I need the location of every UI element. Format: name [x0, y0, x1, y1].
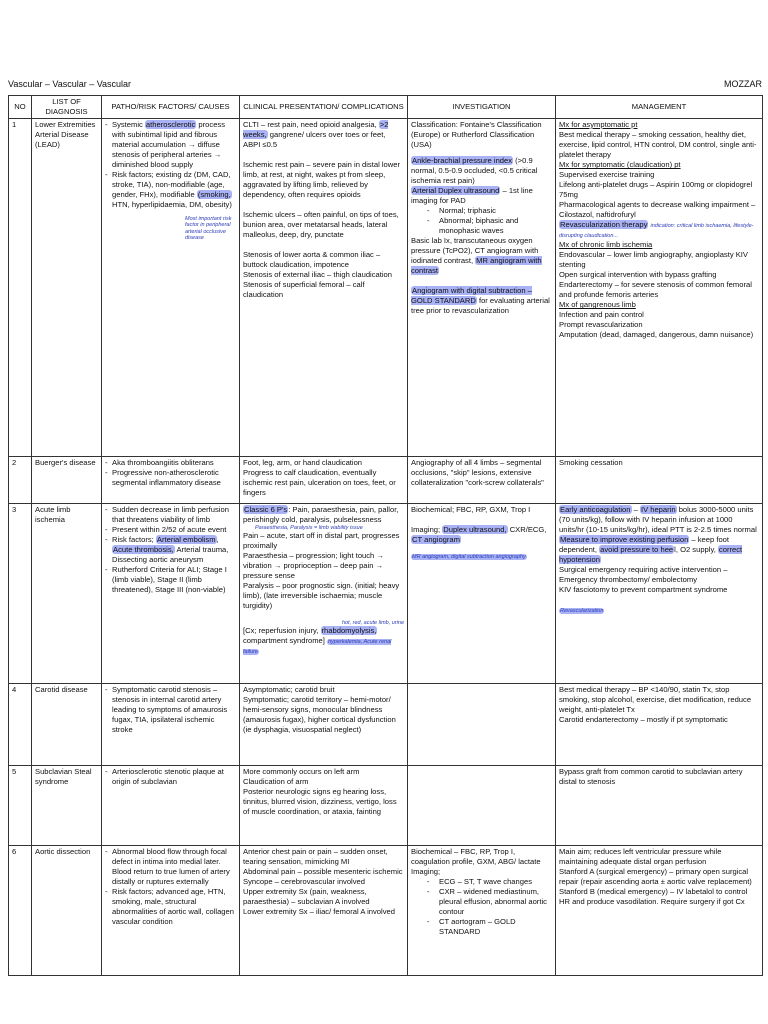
- highlight: MR angiogram, digital subtraction angiography: [412, 554, 526, 561]
- highlight: Acute thrombosis,: [113, 545, 174, 555]
- header-right: MOZZAR: [724, 79, 762, 89]
- highlight: CT angiogram: [412, 535, 460, 545]
- table-row: [9, 119, 763, 457]
- row-investigation: Biochemical – FBC, RP, Trop I, coagulation profile, GXM, ABG/ lactate Imaging; - ECG – ST, T wave changes - CXR – widened mediastinum, pleural effusion, abnormal aortic contour - CT aortogram – GOLD STANDARD: [408, 846, 556, 976]
- col-header-clinical: CLINICAL PRESENTATION/ COMPLICATIONS: [240, 96, 408, 119]
- row-investigation: Classification: Fontaine's Classification (Europe) or Rutherford Classification (USA) Ankle-brachial pressure index (>0.9 normal, 0.5-0.9 occluded, <0.5 critical ischemia rest pain) Arterial Duplex ultrasound – 1st line imaging for PAD - Normal; triphasic - Abnormal; biphasic and monophasic waves Basic lab Ix, transcutaneous oxygen pressure (TcPO2), CT angiogram with iodinated contrast, MR angiogram with contrast Angiogram with digital subtraction – GOLD STANDARD for evaluating arterial tree prior to revascularization: [408, 119, 556, 457]
- list-item: - Rutherford Criteria for ALI; Stage I (limb viable), Stage II (limb threatened), Stage III (non-viable): [105, 565, 236, 595]
- highlight: MR angiogram with contrast: [411, 256, 542, 276]
- page-header: [8, 79, 762, 95]
- handwritten-note: Paraesthesia, Paralysis = limb viability issue: [255, 525, 363, 532]
- list-item: - CXR – widened mediastinum, pleural effusion, abnormal aortic contour: [427, 887, 552, 917]
- list-item: - CT aortogram – GOLD STANDARD: [427, 917, 552, 937]
- highlight: IV heparin: [640, 505, 676, 515]
- row-diagnosis: Aortic dissection: [32, 846, 102, 976]
- table-row: [9, 684, 763, 766]
- highlight: avoid pressure to hee: [600, 545, 674, 555]
- row-diagnosis: Subclavian Steal syndrome: [32, 766, 102, 846]
- highlight: Arterial Duplex ultrasound: [412, 186, 500, 196]
- row-investigation: [408, 766, 556, 846]
- list-item: - Risk factors; Arterial embolism, Acute thrombosis, Arterial trauma, Dissecting aortic aneurysm: [105, 535, 236, 565]
- handwritten-note: Most important risk factor in peripheral arterial occlusive disease: [185, 216, 232, 242]
- row-patho: [102, 846, 240, 976]
- highlight: Revascularization therapy: [560, 220, 648, 230]
- row-clinical: CLTI – rest pain, need opioid analgesia, >2 weeks, gangrene/ ulcers over toes or feet, ABPI ≤0.5 Ischemic rest pain – severe pain in distal lower limb, at rest, at night, wakes pt from sleep, aggravated by lifting limb, relieved by dependency, often requires opioids Ischemic ulcers – often painful, on tips of toes, bunion area, over metatarsal heads, lateral malleolus, deep, dry, punctate Stenosis of lower aorta & common iliac – buttock claudication, impotence Stenosis of external iliac – thigh claudication Stenosis of superficial femoral – calf claudication: [240, 119, 408, 457]
- col-header-patho: PATHO/RISK FACTORS/ CAUSES: [102, 96, 240, 119]
- list-item: - Aka thromboangiitis obliterans: [105, 458, 236, 468]
- list-item: - Arteriosclerotic stenotic plaque at origin of subclavian: [105, 767, 236, 787]
- list-item: - Abnormal; biphasic and monophasic waves: [427, 216, 552, 236]
- row-clinical: Asymptomatic; carotid bruit Symptomatic; carotid territory – hemi-motor/ hemi-sensory signs, monocular blindness (amaurosis fugax), higher cortical dysfunction (ie dysphagia, visuospatial neglect): [240, 684, 408, 766]
- row-diagnosis: Lower Extremities Arterial Disease (LEAD): [32, 119, 102, 457]
- highlight: correct hypotension: [559, 545, 743, 565]
- list-item: - Symptomatic carotid stenosis – stenosis in internal carotid artery leading to symptoms of amaurosis fugax, TIA, ipsilateral ischemic stroke: [105, 685, 236, 735]
- row-investigation: [408, 684, 556, 766]
- handwritten-note: hot, red, acute limb, urine: [341, 619, 404, 626]
- list-item: - ECG – ST, T wave changes: [427, 877, 552, 887]
- row-patho: [102, 457, 240, 504]
- row-management: Mx for asymptomatic pt Best medical therapy – smoking cessation, healthy diet, exercise, lipid control, HTN control, DM control, single anti-platelet therapy Mx for symptomatic (claudication) pt Supervised exercise training Lifelong anti-platelet drugs – Aspirin 100mg or clopidogrel 75mg Pharmacological agents to decrease walking impairment – Cilostazol, naftidrofuryl Revascularization therapy indication: critical limb ischaemia, lifestyle-disrupting claudication... Mx of chronic limb ischemia Endovascular – lower limb angiography, angioplasty KIV stenting Open surgical intervention with bypass grafting Endarterectomy – for severe stenosis of common femoral and profunde femoris arteries Mx of gangrenous limb Infection and pain control Prompt revascularization Amputation (dead, damaged, dangerous, damn nuisance): [556, 119, 763, 457]
- row-no: 3: [9, 504, 32, 684]
- row-management: Main aim; reduces left ventricular pressure while maintaining adequate distal organ perfusion Stanford A (surgical emergency) – primary open surgical repair (repair ascending aorta ± aortic valve replacement) Stanford B (medical emergency) – IV labetalol to control HR and produce vasodilation. Require surgery if got Cx: [556, 846, 763, 976]
- row-management: Early anticoagulation – IV heparin bolus 3000-5000 units (70 units/kg), follow with IV heparin infusion at 1000 units/hr (10-15 units/kg/hr), ideal PTT is 2-2.5 times normal Measure to improve existing perfusion – keep foot dependent, avoid pressure to heel, O2 supply, correct hypotension Surgical emergency requiring active intervention – Emergency thrombectomy/ embolectomy KIV fasciotomy to prevent compartment syndrome Revascularization: [556, 504, 763, 684]
- highlight: Classic 6 P's: [244, 505, 288, 515]
- list-item: - Sudden decrease in limb perfusion that threatens viability of limb: [105, 505, 236, 525]
- highlight: Ankle-brachial pressure index: [412, 156, 513, 166]
- highlight: (smoking,: [197, 190, 231, 200]
- row-clinical: More commonly occurs on left arm Claudication of arm Posterior neurologic signs eg hearing loss, tinnitus, blurred vision, dizziness, vertigo, loss of muscle coordination, or ataxia, fainting: [240, 766, 408, 846]
- row-diagnosis: Carotid disease: [32, 684, 102, 766]
- row-no: 2: [9, 457, 32, 504]
- highlight: Duplex ultrasound,: [443, 525, 507, 535]
- list-item: - Risk factors; existing dz (DM, CAD, stroke, TIA), non-modifiable (age, gender, FHx), modifiable (smoking, HTN, hyperlipidaemia, DM, obesity): [105, 170, 236, 210]
- table-header-row: [9, 96, 763, 119]
- list-item: - Progressive non-atherosclerotic segmental inflammatory disease: [105, 468, 236, 488]
- highlight: hyperkalemia, Acute renal failure: [243, 638, 392, 655]
- row-clinical: Classic 6 P's: Pain, paraesthesia, pain, pallor, perishingly cold, paralysis, pulselessness Paraesthesia, Paralysis = limb viability issue Pain – acute, start off in distal part, progresses proximally Paraesthesia – progression; light touch → vibration → proprioception – deep pain → pressure sense Paralysis – poor prognostic sign. (initial; heavy limb), (late irreversible ischaemia; muscle turgidity) hot, red, acute limb, urine [Cx; reperfusion injury, rhabdomyolysis, compartment syndrome] hyperkalemia, Acute renal failure: [240, 504, 408, 684]
- row-investigation: Angiography of all 4 limbs – segmental occlusions, "skip" lesions, extensive collateralization "cork-screw collaterals": [408, 457, 556, 504]
- handwritten-note: indication: critical limb ischaemia, lifestyle-disrupting claudication...: [559, 223, 754, 240]
- row-no: 5: [9, 766, 32, 846]
- col-header-management: MANAGEMENT: [556, 96, 763, 119]
- row-diagnosis: Buerger's disease: [32, 457, 102, 504]
- row-no: 4: [9, 684, 32, 766]
- row-patho: [102, 119, 240, 457]
- header-left: Vascular – Vascular – Vascular: [8, 79, 132, 89]
- table-row: [9, 504, 763, 684]
- highlight: Angiogram with digital subtraction – GOLD STANDARD: [411, 286, 532, 306]
- highlight: Revascularization: [560, 608, 604, 615]
- list-item: - Abnormal blood flow through focal defect in intima into medial later. Blood return to true lumen of artery distally or ruptures externally: [105, 847, 236, 887]
- row-management: Bypass graft from common carotid to subclavian artery distal to stenosis: [556, 766, 763, 846]
- list-item: - Normal; triphasic: [427, 206, 552, 216]
- list-item: - Risk factors; advanced age, HTN, smoking, male, structural abnormalities of aortic wall, collagen vascular condition: [105, 887, 236, 927]
- table-row: [9, 457, 763, 504]
- highlight: >2 weeks,: [243, 120, 389, 140]
- row-management: Best medical therapy – BP <140/90, statin Tx, stop smoking, stop alcohol, exercise, diet modification, reduce weight, anti-platelet Tx Carotid endarterectomy – mostly if pt symptomatic: [556, 684, 763, 766]
- highlight: atherosclerotic: [145, 120, 196, 130]
- row-no: 6: [9, 846, 32, 976]
- row-management: Smoking cessation: [556, 457, 763, 504]
- row-no: 1: [9, 119, 32, 457]
- highlight: Arterial embolism: [156, 535, 216, 545]
- vascular-table: [8, 95, 763, 976]
- row-patho: [102, 766, 240, 846]
- table-row: [9, 766, 763, 846]
- highlight: Measure to improve existing perfusion: [560, 535, 689, 545]
- table-row: [9, 846, 763, 976]
- list-item: - Present within 2/52 of acute event: [105, 525, 236, 535]
- row-diagnosis: Acute limb ischemia: [32, 504, 102, 684]
- row-patho: [102, 504, 240, 684]
- row-patho: [102, 684, 240, 766]
- col-header-diagnosis: LIST OF DIAGNOSIS: [32, 96, 102, 119]
- list-item: - Systemic atherosclerotic process with subintimal lipid and fibrous material accumulation → diffuse stenosis of peripheral arteries → diminished blood supply: [105, 120, 236, 170]
- row-clinical: Anterior chest pain or pain – sudden onset, tearing sensation, mimicking MI Abdominal pain – possible mesenteric ischemic Syncope – cerebrovascular involved Upper extremity Sx (pain, weakness, paraesthesia) – subclavian A involved Lower extremity Sx – iliac/ femoral A involved: [240, 846, 408, 976]
- col-header-no: NO: [9, 96, 32, 119]
- row-investigation: Biochemical; FBC, RP, GXM, Trop I Imaging; Duplex ultrasound, CXR/ECG, CT angiogram MR angiogram, digital subtraction angiography: [408, 504, 556, 684]
- col-header-investigation: INVESTIGATION: [408, 96, 556, 119]
- highlight: Early anticoagulation: [560, 505, 631, 515]
- row-clinical: Foot, leg, arm, or hand claudication Progress to calf claudication, eventually ischemic rest pain, ulceration on toes, feet, or fingers: [240, 457, 408, 504]
- highlight: rhabdomyolysis,: [321, 625, 377, 635]
